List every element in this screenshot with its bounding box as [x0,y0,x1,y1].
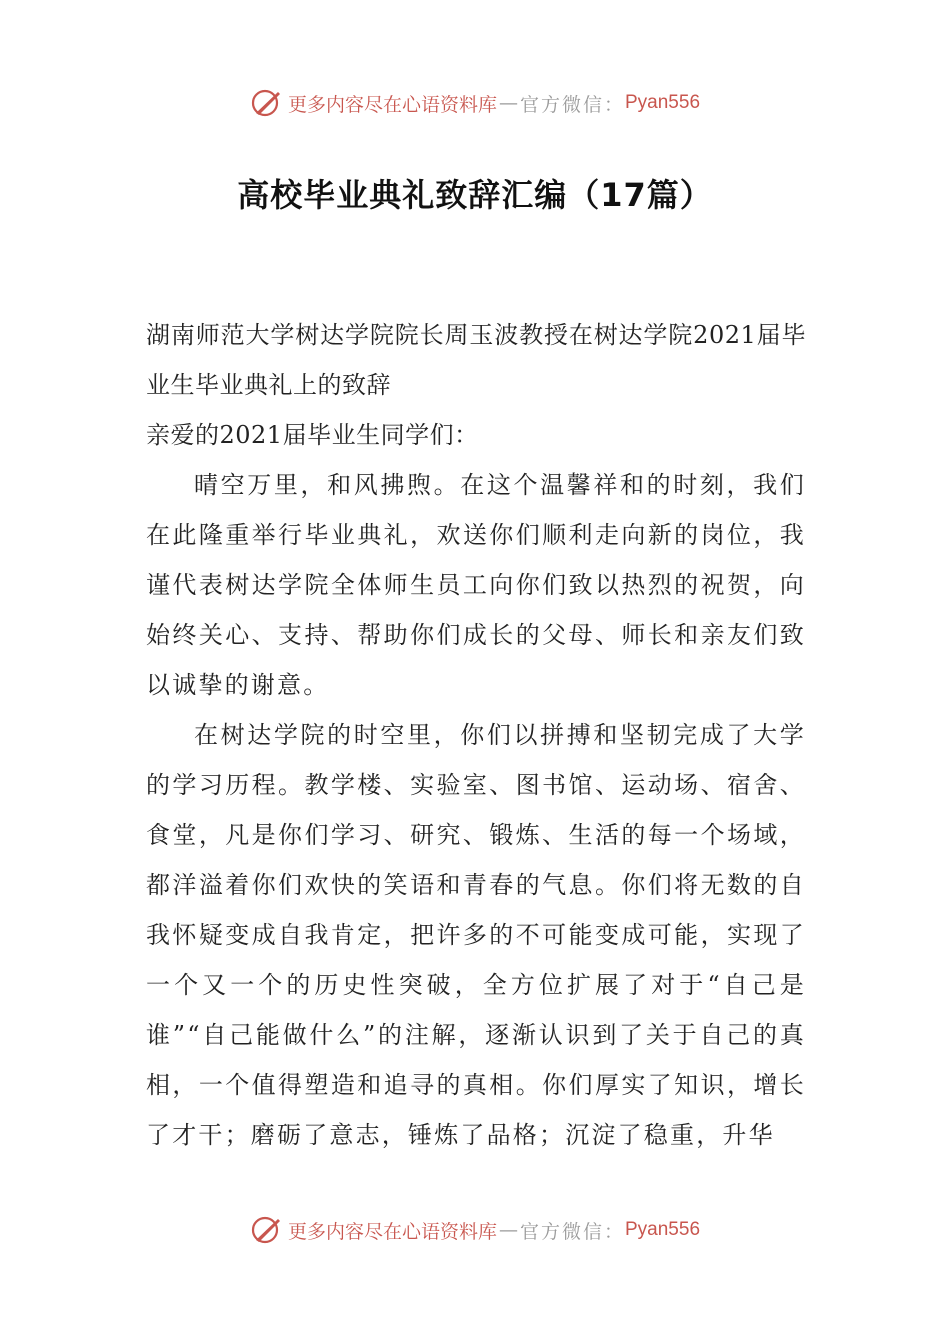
document-title: 高校毕业典礼致辞汇编（17篇） [237,176,713,214]
watermark-brand: 更多内容尽在心语资料库 [287,1220,497,1243]
salutation: 亲爱的2021届毕业生同学们： [146,421,479,449]
watermark-dash: — [498,92,518,114]
watermark-wechat-id: Pyan556 [625,1219,701,1240]
body-paragraph: 晴空万里，和风拂煦。在这个温馨祥和的时刻，我们在此隆重举行毕业典礼，欢送你们顺利走向新的岗位，我谨代表树达学院全体师生员工向你们致以热烈的祝贺，向始终关心、支持、帮助你们成长的父母、师长和亲友们致以诚挚的谢意。 [146,471,806,699]
document-body [146,310,806,1160]
body-paragraph: 在树达学院的时空里，你们以拼搏和坚韧完成了大学的学习历程。教学楼、实验室、图书馆、运动场、宿舍、食堂，凡是你们学习、研究、锻炼、生活的每一个场域，都洋溢着你们欢快的笑语和青春的气息。你们将无数的自我怀疑变成自我肯定，把许多的不可能变成可能，实现了一个又一个的历史性突破，全方位扩展了对于“自己是谁”“自己能做什么”的注解，逐渐认识到了关于自己的真相，一个值得塑造和追寻的真相。你们厚实了知识，增长了才干；磨砺了意志，锤炼了品格；沉淀了稳重，升华 [146,721,806,1149]
quill-logo-icon [250,1213,284,1247]
watermark-dash: — [498,1219,518,1241]
speech-heading: 湖南师范大学树达学院院长周玉波教授在树达学院2021届毕业生毕业典礼上的致辞 [146,321,806,399]
watermark-wechat-label: 官方微信： [519,1220,625,1243]
watermark-wechat-id: Pyan556 [625,92,701,113]
quill-logo-icon [250,86,284,120]
watermark-brand: 更多内容尽在心语资料库 [287,93,497,116]
footer-watermark [0,1210,950,1250]
watermark-wechat-label: 官方微信： [519,93,625,116]
header-watermark [0,83,950,123]
